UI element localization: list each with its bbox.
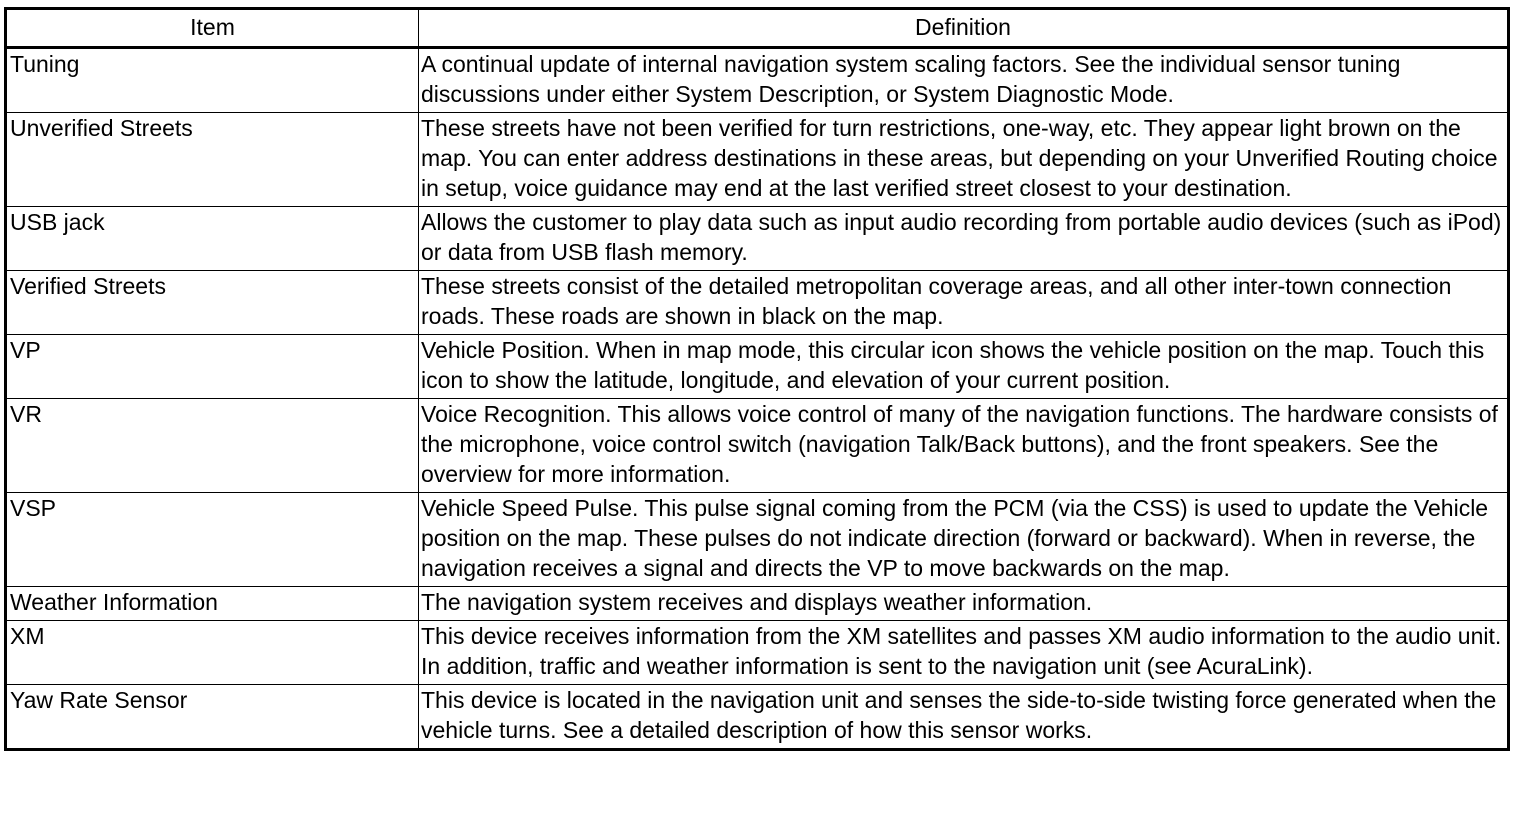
definition-cell: Voice Recognition. This allows voice control of many of the navigation functions. The hardware consists of the microphone, voice control switch (navigation Talk/Back buttons), and the front speakers. See the overview for more information.	[419, 399, 1509, 493]
definition-cell: The navigation system receives and displays weather information.	[419, 587, 1509, 621]
table-body	[6, 48, 1509, 750]
table-row	[6, 587, 1509, 621]
item-cell: VR	[6, 399, 419, 493]
header-row	[6, 9, 1509, 48]
column-header-definition: Definition	[419, 9, 1509, 48]
definition-cell: These streets consist of the detailed metropolitan coverage areas, and all other inter-town connection roads. These roads are shown in black on the map.	[419, 271, 1509, 335]
definition-cell: Allows the customer to play data such as input audio recording from portable audio devices (such as iPod) or data from USB flash memory.	[419, 207, 1509, 271]
definition-cell: Vehicle Speed Pulse. This pulse signal coming from the PCM (via the CSS) is used to update the Vehicle position on the map. These pulses do not indicate direction (forward or backward). When in reverse, the navigation receives a signal and directs the VP to move backwards on the map.	[419, 493, 1509, 587]
table-row	[6, 335, 1509, 399]
table-header	[6, 9, 1509, 48]
item-cell: USB jack	[6, 207, 419, 271]
table-row	[6, 113, 1509, 207]
item-cell: Unverified Streets	[6, 113, 419, 207]
definition-cell: This device is located in the navigation unit and senses the side-to-side twisting force generated when the vehicle turns. See a detailed description of how this sensor works.	[419, 685, 1509, 750]
column-header-item: Item	[6, 9, 419, 48]
item-cell: VSP	[6, 493, 419, 587]
table-row	[6, 399, 1509, 493]
item-cell: Tuning	[6, 48, 419, 113]
definition-cell: This device receives information from the XM satellites and passes XM audio information to the audio unit. In addition, traffic and weather information is sent to the navigation unit (see AcuraLink).	[419, 621, 1509, 685]
table-row	[6, 493, 1509, 587]
table-row	[6, 621, 1509, 685]
item-cell: Verified Streets	[6, 271, 419, 335]
table-row	[6, 271, 1509, 335]
item-cell: Yaw Rate Sensor	[6, 685, 419, 750]
definition-cell: A continual update of internal navigation system scaling factors. See the individual sensor tuning discussions under either System Description, or System Diagnostic Mode.	[419, 48, 1509, 113]
definition-cell: These streets have not been verified for turn restrictions, one-way, etc. They appear light brown on the map. You can enter address destinations in these areas, but depending on your Unverified Routing choice in setup, voice guidance may end at the last verified street closest to your destination.	[419, 113, 1509, 207]
table-row	[6, 685, 1509, 750]
table-row	[6, 48, 1509, 113]
table-row	[6, 207, 1509, 271]
item-cell: XM	[6, 621, 419, 685]
definition-cell: Vehicle Position. When in map mode, this circular icon shows the vehicle position on the map. Touch this icon to show the latitude, longitude, and elevation of your current position.	[419, 335, 1509, 399]
item-cell: Weather Information	[6, 587, 419, 621]
glossary-table	[4, 7, 1510, 751]
item-cell: VP	[6, 335, 419, 399]
